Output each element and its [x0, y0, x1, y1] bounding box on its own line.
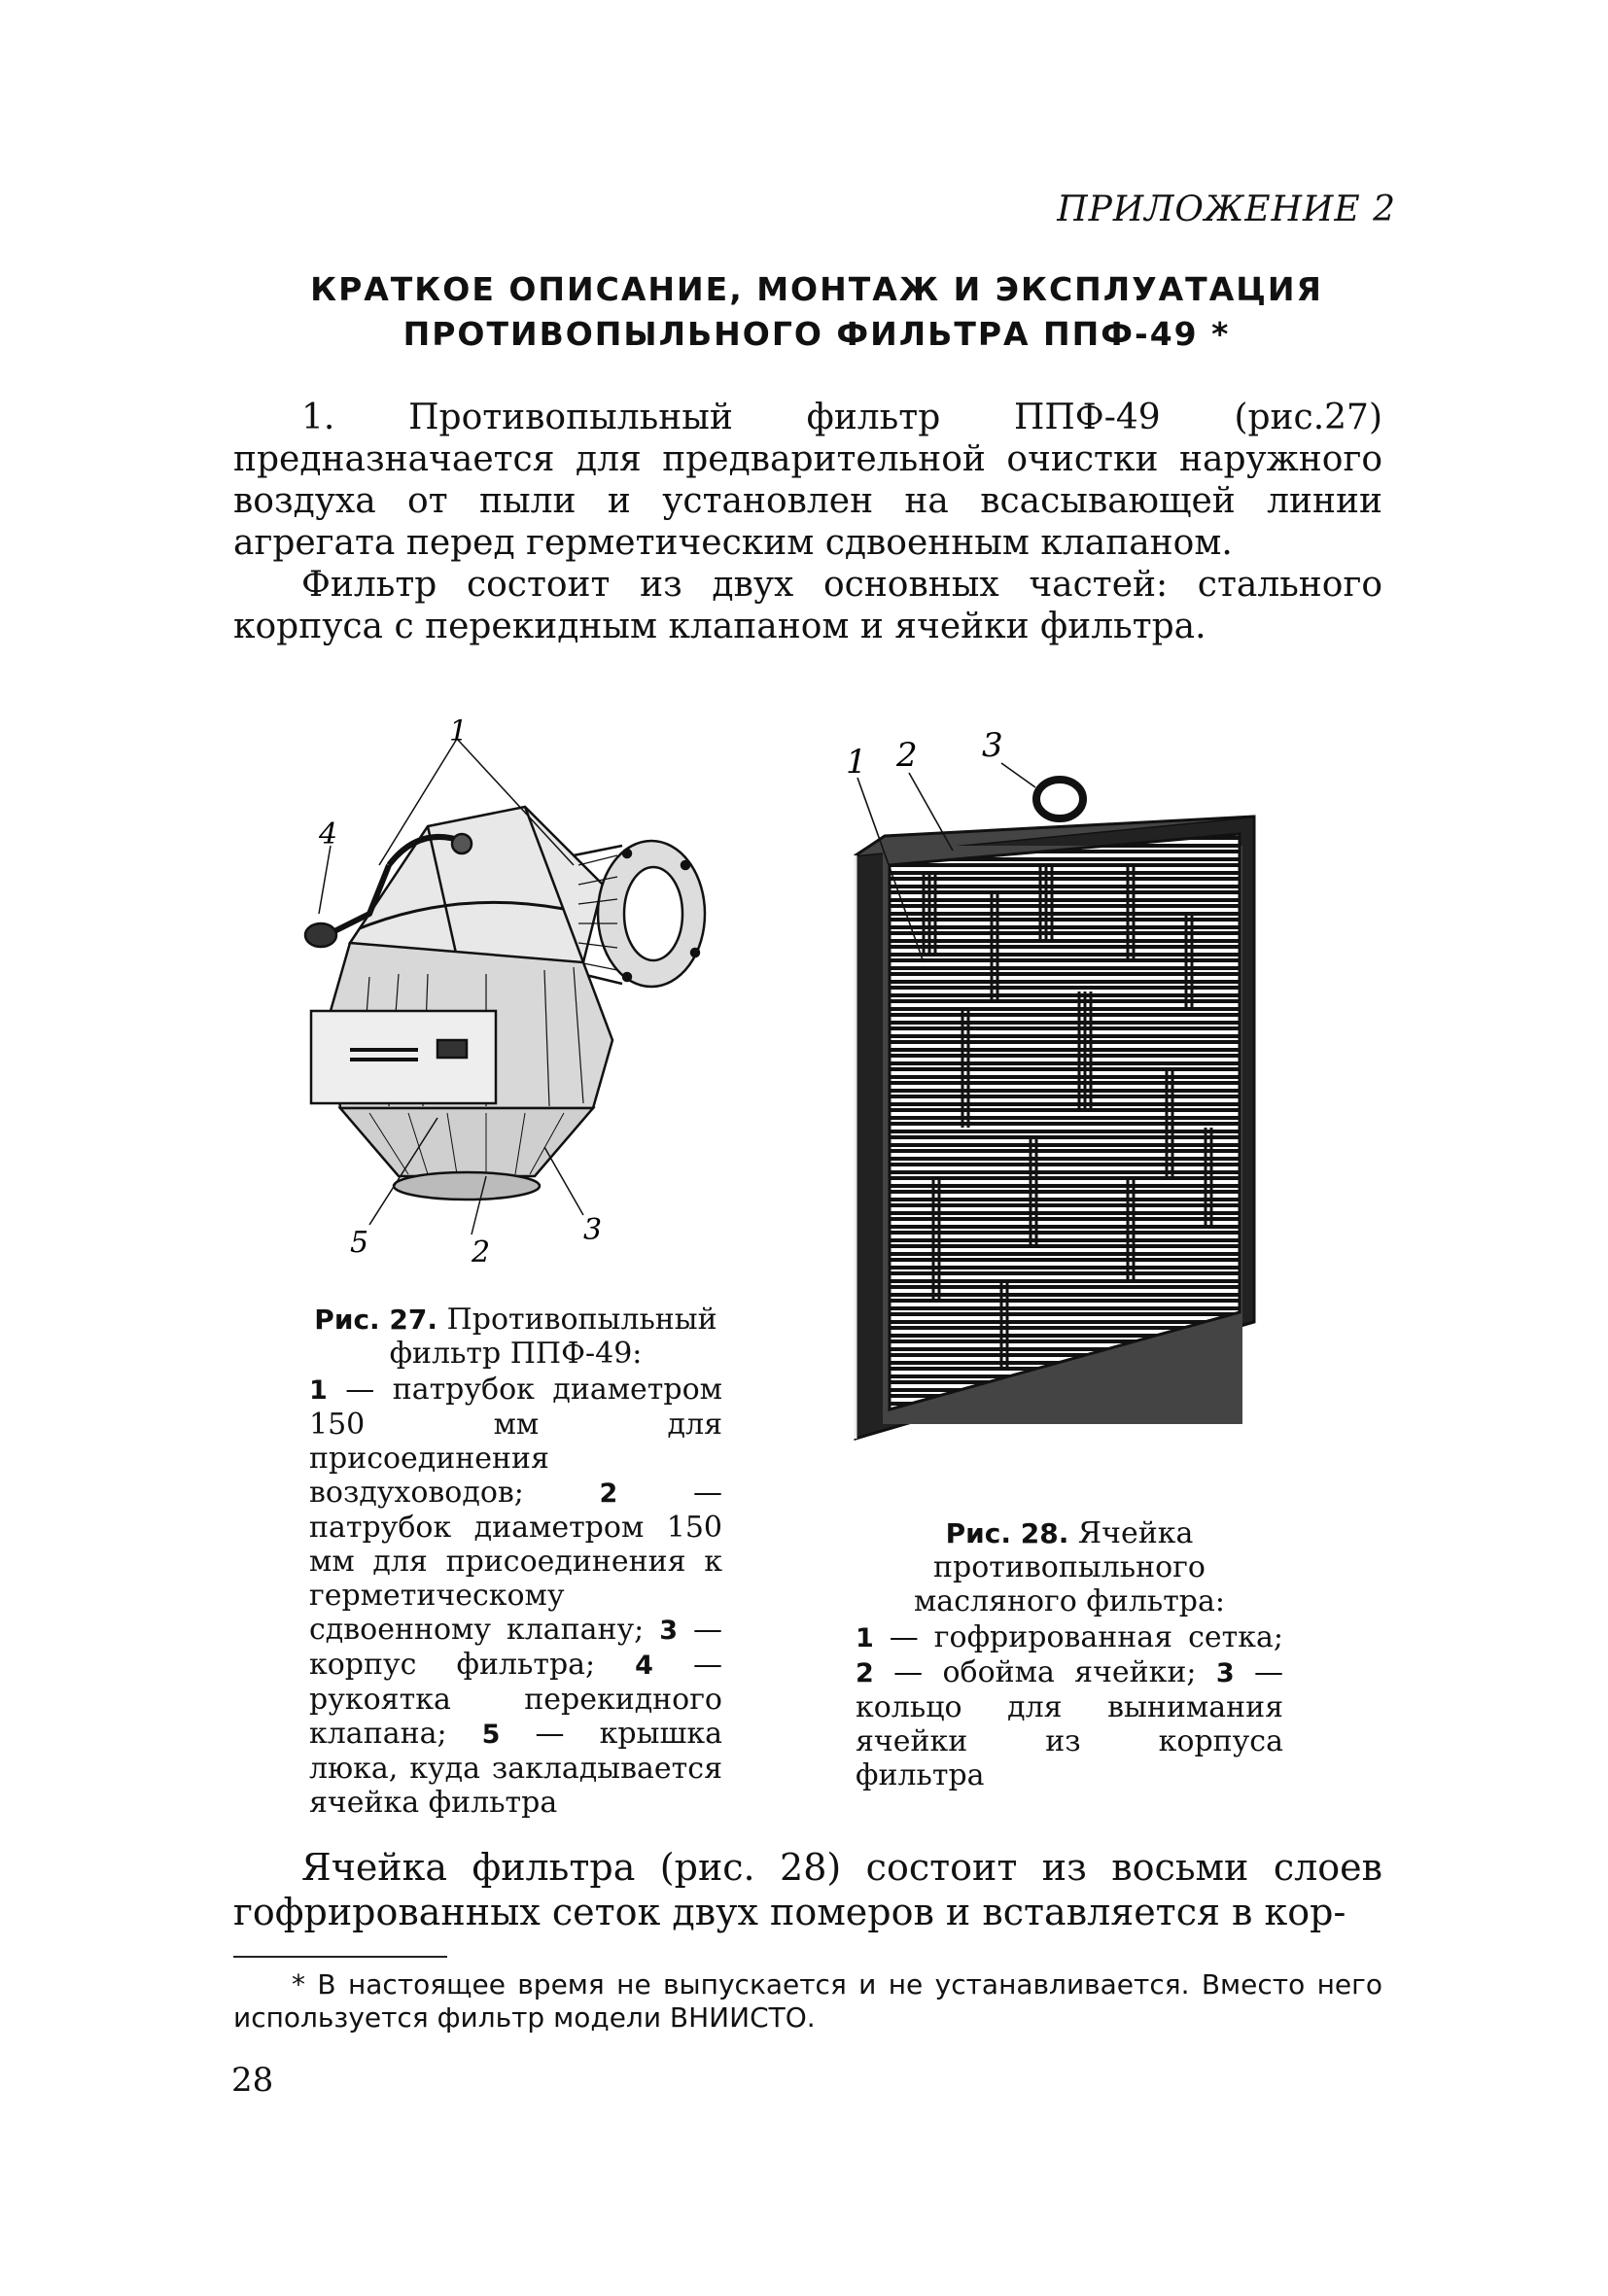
figure-28-caption — [856, 1516, 1283, 1792]
paragraph-3: Ячейка фильтра (рис. 28) состоит из восьми слоев гофрированных сеток двух померов и вставляется в кор- — [233, 1846, 1382, 1933]
fig28-label-2: 2 — [896, 736, 918, 775]
fig27-label-1: 1 — [449, 719, 469, 748]
fig27-label-2: 2 — [472, 1235, 491, 1264]
fig27-label-5: 5 — [350, 1226, 369, 1260]
section-title — [233, 267, 1400, 357]
footnote-divider — [233, 1956, 447, 1958]
fig27-label-3: 3 — [583, 1213, 603, 1247]
page-number: 28 — [231, 2061, 274, 2100]
fig28-ref: Рис. 28. — [945, 1517, 1069, 1549]
fig28-label-1: 1 — [846, 743, 867, 782]
title-line-1: КРАТКОЕ ОПИСАНИЕ, МОНТАЖ И ЭКСПЛУАТАЦИЯ — [310, 270, 1323, 308]
title-line-2: ПРОТИВОПЫЛЬНОГО ФИЛЬТРА ППФ-49 * — [402, 315, 1231, 353]
fig28-title: Ячейка противопыльного масляного фильтра: — [913, 1516, 1226, 1618]
footnote: * В настоящее время не выпускается и не устанавливается. Вместо него используется фильтр модели ВНИИСТО. — [233, 1968, 1382, 2034]
figure-27-caption — [309, 1303, 722, 1820]
fig27-title: Противопыльный фильтр ППФ-49: — [389, 1303, 717, 1371]
fig27-legend: 1 — патрубок диаметром 150 мм для присоединения воздуховодов; 2 — патрубок диаметром 150 мм для присоединения к герметическому сдвоенному клапану; 3 — корпус фильтра; 4 — рукоятка перекидного клапана; 5 — крышка люка, куда закладывается ячейка фильтра — [309, 1373, 722, 1820]
appendix-label: ПРИЛОЖЕНИЕ 2 — [1057, 190, 1396, 229]
fig27-ref: Рис. 27. — [314, 1304, 438, 1336]
figure-28-filter-cell-illustration — [836, 719, 1283, 1458]
figure-27-filter-illustration — [292, 719, 729, 1264]
fig27-label-4: 4 — [319, 818, 338, 852]
fig28-legend: 1 — гофрированная сетка; 2 — обойма ячейки; 3 — кольцо для вынимания ячейки из корпуса фильтра — [856, 1620, 1283, 1792]
fig28-label-3: 3 — [982, 726, 1003, 765]
paragraph-2: Фильтр состоит из двух основных частей: стального корпуса с перекидным клапаном и ячейки фильтра. — [233, 565, 1382, 646]
paragraph-1: 1. Противопыльный фильтр ППФ-49 (рис.27) предназначается для предварительной очистки наружного воздуха от пыли и установлен на всасывающей линии агрегата перед герметическим сдвоенным клапаном. — [233, 398, 1382, 563]
